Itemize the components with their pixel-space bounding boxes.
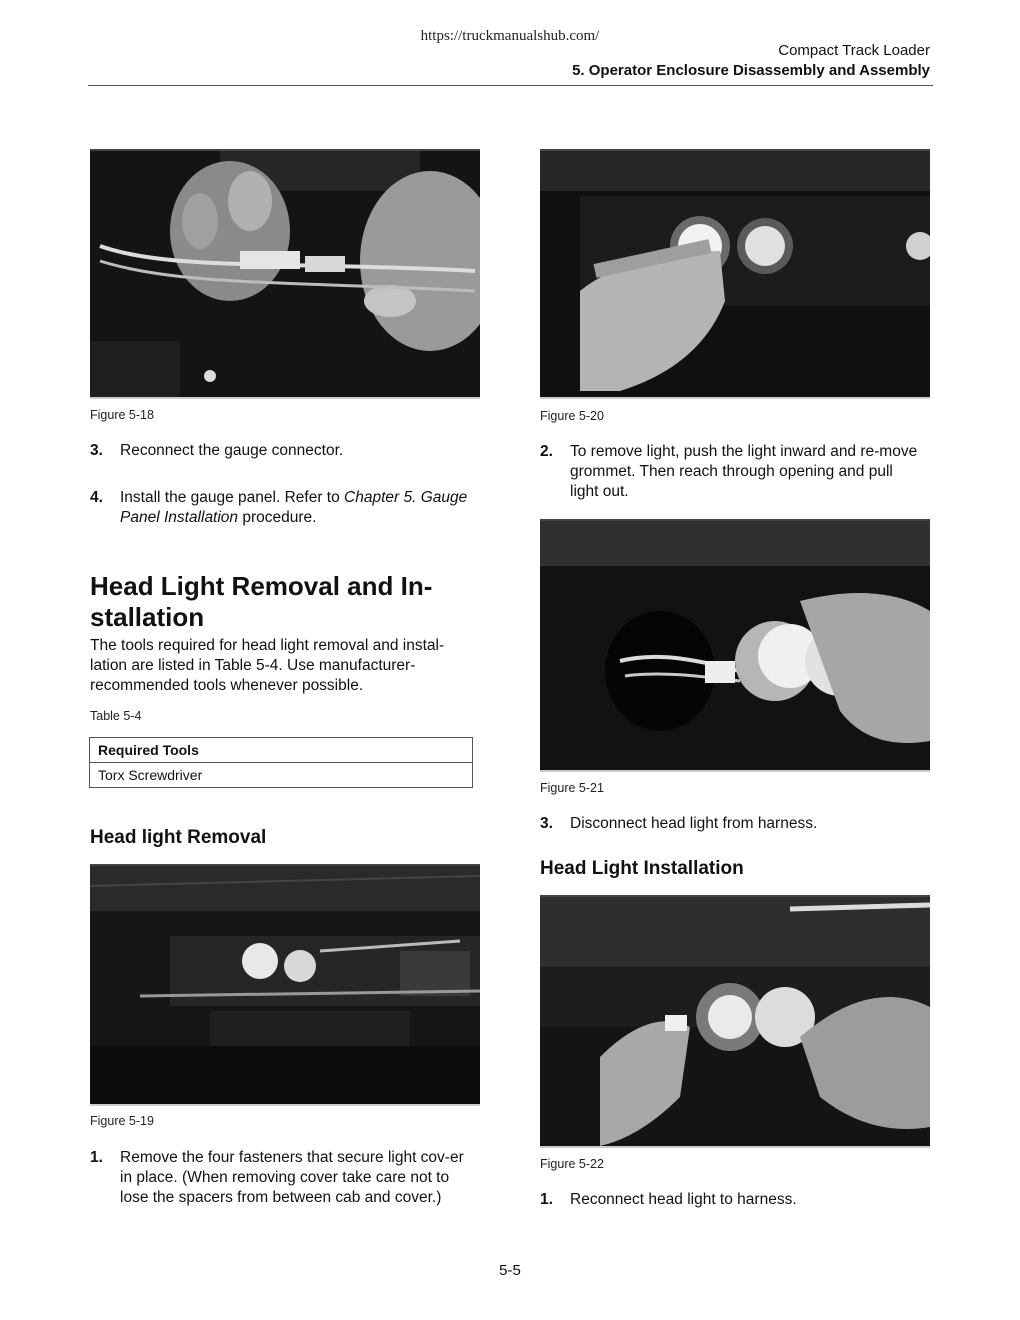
step-number: 1. bbox=[90, 1149, 103, 1166]
figure-5-21-photo bbox=[540, 519, 930, 772]
subheading-removal: Head light Removal bbox=[90, 827, 267, 848]
required-tools-table bbox=[89, 737, 473, 788]
manual-title: Compact Track Loader bbox=[778, 42, 930, 59]
figure-5-19-photo bbox=[90, 864, 480, 1106]
step-text: Disconnect head light from harness. bbox=[570, 815, 818, 832]
step-text: To remove light, push the light inward and re-move grommet. Then reach through opening and pull light out. bbox=[570, 443, 918, 500]
figure-5-18-photo bbox=[90, 149, 480, 399]
step-number: 1. bbox=[540, 1191, 553, 1208]
subheading-installation: Head Light Installation bbox=[540, 858, 744, 879]
step-number: 4. bbox=[90, 489, 103, 506]
figure-5-18-caption: Figure 5-18 bbox=[90, 408, 154, 422]
header-rule bbox=[88, 85, 933, 86]
chapter-reference: Chapter 5. Gauge Panel Installation bbox=[120, 489, 468, 526]
step-text bbox=[120, 488, 480, 528]
step-text: Remove the four fasteners that secure light cov-er in place. (When removing cover take care not to lose the spacers from between cab and cover.) bbox=[120, 1149, 464, 1206]
step-text: Reconnect head light to harness. bbox=[570, 1191, 797, 1208]
figure-5-22-caption: Figure 5-22 bbox=[540, 1157, 604, 1171]
section-title: 5. Operator Enclosure Disassembly and Assembly bbox=[572, 62, 930, 79]
left-step-3 bbox=[90, 441, 480, 461]
intro-paragraph: The tools required for head light removal and instal-lation are listed in Table 5-4. Use manufacturer-recommended tools whenever possible. bbox=[90, 637, 445, 694]
figure-5-21-caption: Figure 5-21 bbox=[540, 781, 604, 795]
page-number: 5-5 bbox=[499, 1262, 521, 1279]
source-url: https://truckmanualshub.com/ bbox=[420, 28, 600, 44]
step-text-end: procedure. bbox=[238, 509, 317, 526]
figure-5-20-photo bbox=[540, 149, 930, 399]
figure-5-22-photo bbox=[540, 895, 930, 1148]
step-text: Reconnect the gauge connector. bbox=[120, 442, 344, 459]
right-step-2 bbox=[540, 442, 920, 502]
step-number: 2. bbox=[540, 443, 553, 460]
table-header: Required Tools bbox=[90, 738, 473, 763]
right-step-1 bbox=[540, 1190, 920, 1210]
figure-5-20-caption: Figure 5-20 bbox=[540, 409, 604, 423]
left-step-1 bbox=[90, 1148, 480, 1208]
figure-5-19-caption: Figure 5-19 bbox=[90, 1114, 154, 1128]
step-text-start: Install the gauge panel. Refer to bbox=[120, 489, 345, 506]
step-number: 3. bbox=[540, 815, 553, 832]
step-number: 3. bbox=[90, 442, 103, 459]
left-step-4 bbox=[90, 488, 480, 528]
table-cell: Torx Screwdriver bbox=[90, 763, 473, 788]
table-label: Table 5-4 bbox=[90, 709, 142, 723]
section-heading: Head Light Removal and In-stallation bbox=[90, 571, 433, 632]
right-step-3 bbox=[540, 814, 920, 834]
